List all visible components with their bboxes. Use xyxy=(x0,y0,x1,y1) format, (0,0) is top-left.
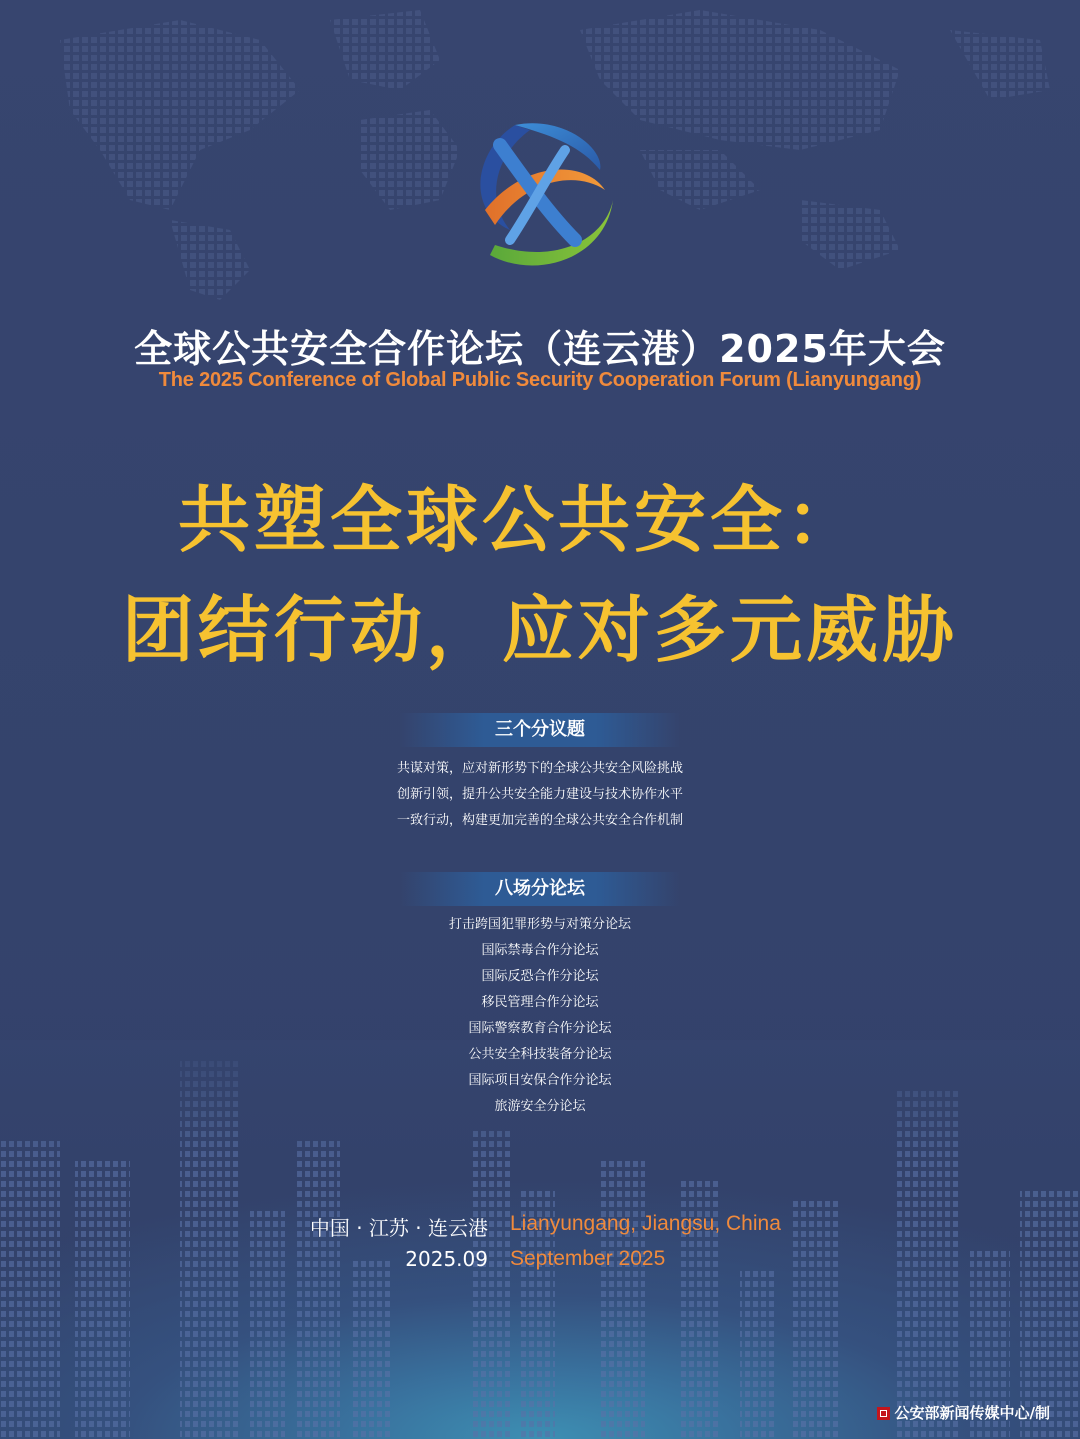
credit-text: 公安部新闻传媒中心/制 xyxy=(894,1404,1050,1422)
credit-line xyxy=(877,1402,1050,1424)
forum-item: 旅游安全分论坛 xyxy=(494,1099,586,1114)
forum-item: 国际反恐合作分论坛 xyxy=(481,969,599,984)
slogan-line-1: 共塑全球公共安全： xyxy=(177,478,862,562)
topic-item: 共谋对策，应对新形势下的全球公共安全风险挑战 xyxy=(396,761,683,776)
topic-item: 创新引领，提升公共安全能力建设与技术协作水平 xyxy=(396,787,683,802)
forum-item: 打击跨国犯罪形势与对策分论坛 xyxy=(448,917,631,932)
slogan-line-2: 团结行动，应对多元威胁 xyxy=(121,588,958,672)
forum-item: 国际项目安保合作分论坛 xyxy=(468,1073,612,1088)
forum-globe-logo xyxy=(455,110,625,285)
location-cn: 中国 · 江苏 · 连云港 xyxy=(309,1216,488,1240)
forum-item: 国际禁毒合作分论坛 xyxy=(481,943,599,958)
conference-title-cn: 全球公共安全合作论坛（连云港）2025年大会 xyxy=(134,327,946,371)
topic-item: 一致行动，构建更加完善的全球公共安全合作机制 xyxy=(396,813,683,828)
forum-item: 公共安全科技装备分论坛 xyxy=(468,1047,612,1062)
conference-title-en: The 2025 Conference of Global Public Security Cooperation Forum (Lianyungang) xyxy=(158,369,922,391)
topics-list xyxy=(0,756,1080,834)
date-numeric: 2025.09 xyxy=(405,1247,488,1271)
date-en: September 2025 xyxy=(510,1247,666,1270)
location-en: Lianyungang, Jiangsu, China xyxy=(510,1212,781,1235)
forum-item: 移民管理合作分论坛 xyxy=(481,995,599,1010)
forums-heading: 八场分论坛 xyxy=(400,872,680,906)
topics-heading: 三个分议题 xyxy=(400,713,680,747)
red-square-mark-icon xyxy=(877,1407,890,1420)
forums-list xyxy=(0,912,1080,1120)
forum-item: 国际警察教育合作分论坛 xyxy=(468,1021,612,1036)
